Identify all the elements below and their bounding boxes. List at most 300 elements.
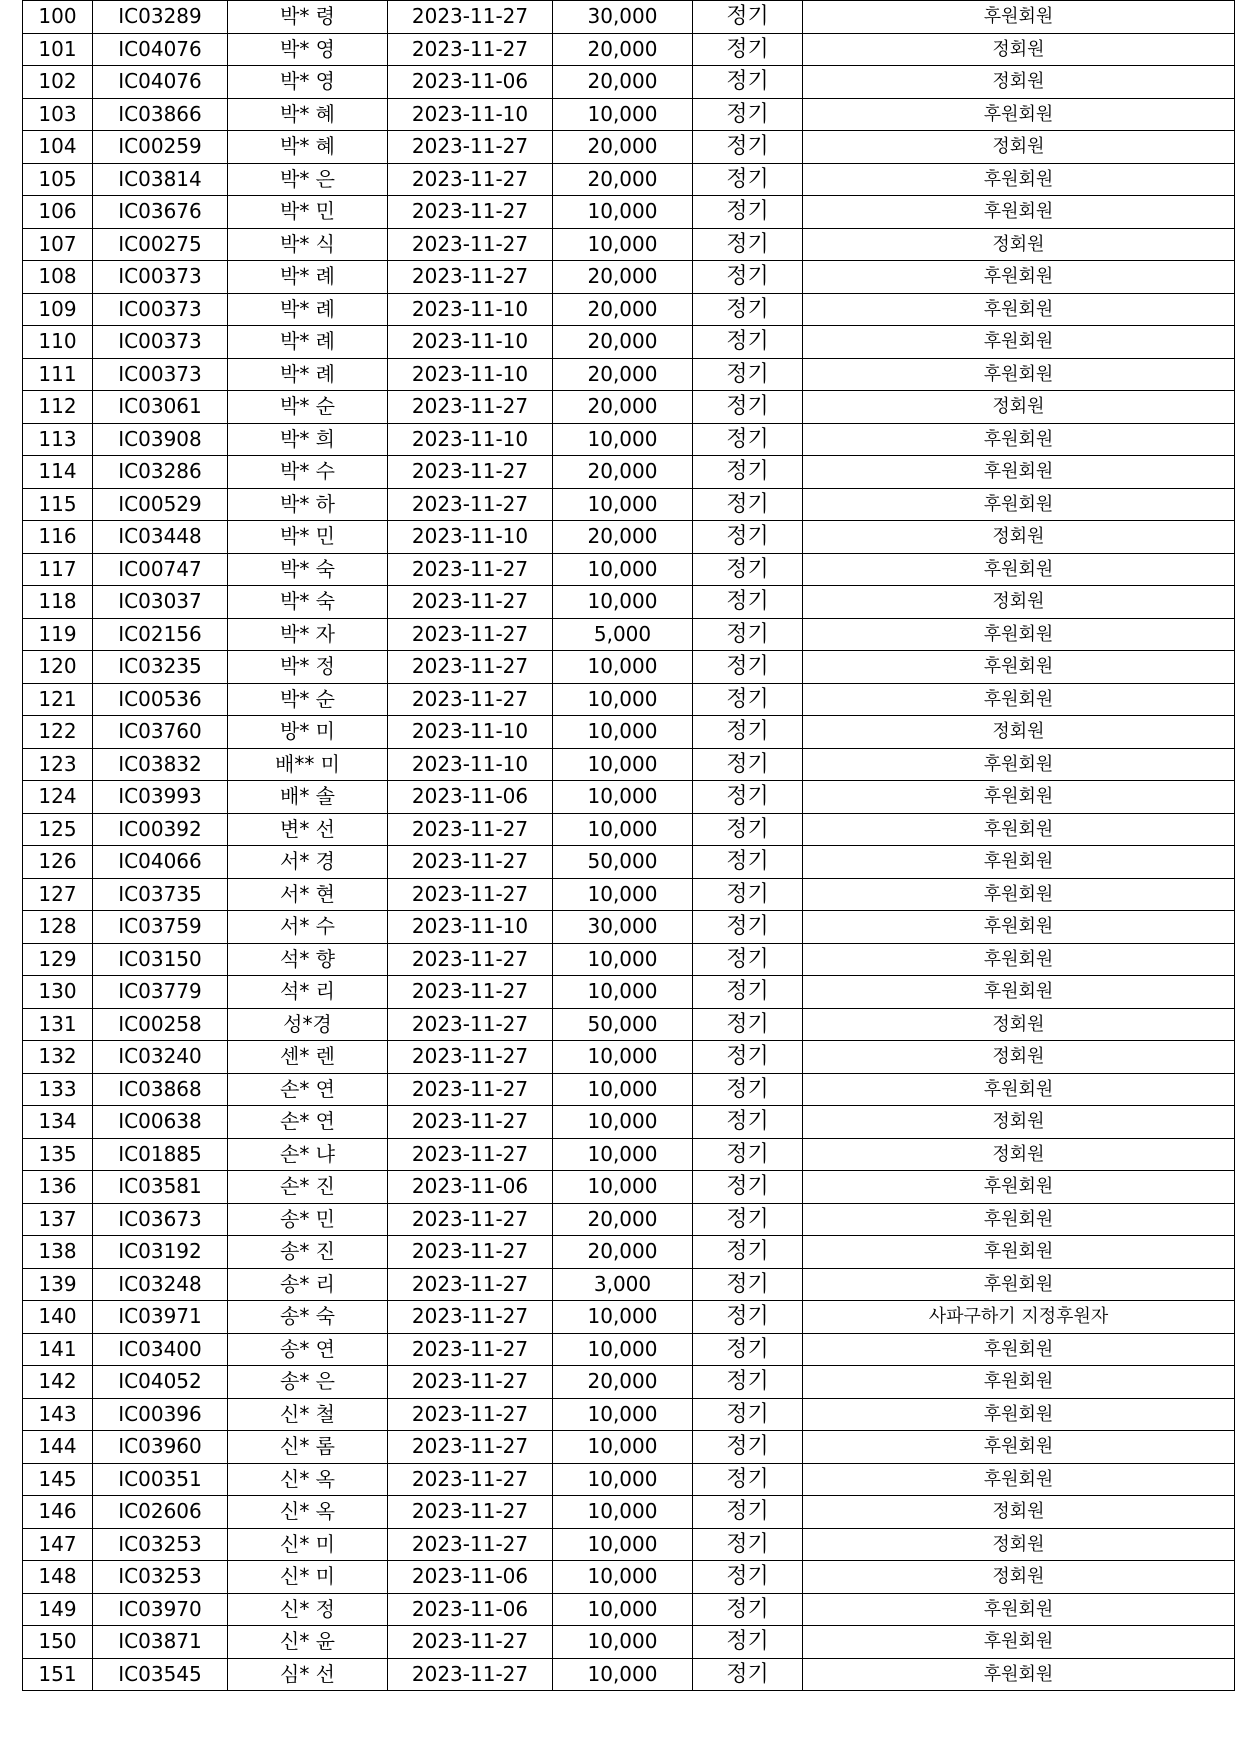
member-category-cell: 후원회원	[803, 553, 1235, 586]
member-id-cell: IC00638	[93, 1106, 228, 1139]
member-id-cell: IC00373	[93, 261, 228, 294]
table-row	[23, 1138, 1235, 1171]
donor-name-cell: 서* 경	[228, 846, 388, 879]
payment-date-cell: 2023-11-06	[388, 1593, 553, 1626]
donor-name-cell: 박* 숙	[228, 553, 388, 586]
payment-date-cell: 2023-11-27	[388, 1041, 553, 1074]
member-category-cell: 후원회원	[803, 358, 1235, 391]
row-number-cell: 136	[23, 1171, 93, 1204]
amount-cell: 10,000	[553, 553, 693, 586]
member-id-cell: IC03760	[93, 716, 228, 749]
donation-type-cell: 정기	[693, 748, 803, 781]
table-row	[23, 1041, 1235, 1074]
amount-cell: 20,000	[553, 1236, 693, 1269]
payment-date-cell: 2023-11-06	[388, 1561, 553, 1594]
donor-name-cell: 변* 선	[228, 813, 388, 846]
payment-date-cell: 2023-11-27	[388, 586, 553, 619]
table-row	[23, 326, 1235, 359]
member-id-cell: IC03908	[93, 423, 228, 456]
member-category-cell: 후원회원	[803, 293, 1235, 326]
row-number-cell: 145	[23, 1463, 93, 1496]
row-number-cell: 110	[23, 326, 93, 359]
amount-cell: 10,000	[553, 651, 693, 684]
member-id-cell: IC00392	[93, 813, 228, 846]
donation-type-cell: 정기	[693, 781, 803, 814]
payment-date-cell: 2023-11-27	[388, 1496, 553, 1529]
table-row	[23, 521, 1235, 554]
amount-cell: 10,000	[553, 586, 693, 619]
donation-type-cell: 정기	[693, 1, 803, 34]
member-category-cell: 정회원	[803, 1008, 1235, 1041]
donation-type-cell: 정기	[693, 423, 803, 456]
donation-type-cell: 정기	[693, 1171, 803, 1204]
donor-name-cell: 박* 수	[228, 456, 388, 489]
payment-date-cell: 2023-11-27	[388, 1366, 553, 1399]
row-number-cell: 141	[23, 1333, 93, 1366]
table-row	[23, 1008, 1235, 1041]
member-category-cell: 정회원	[803, 391, 1235, 424]
table-row	[23, 943, 1235, 976]
member-category-cell: 후원회원	[803, 196, 1235, 229]
row-number-cell: 149	[23, 1593, 93, 1626]
payment-date-cell: 2023-11-10	[388, 521, 553, 554]
member-category-cell: 후원회원	[803, 1626, 1235, 1659]
donor-name-cell: 박* 정	[228, 651, 388, 684]
row-number-cell: 144	[23, 1431, 93, 1464]
table-row	[23, 651, 1235, 684]
member-id-cell: IC00747	[93, 553, 228, 586]
member-id-cell: IC03779	[93, 976, 228, 1009]
payment-date-cell: 2023-11-06	[388, 66, 553, 99]
donor-name-cell: 신* 롬	[228, 1431, 388, 1464]
member-id-cell: IC03061	[93, 391, 228, 424]
amount-cell: 10,000	[553, 1106, 693, 1139]
donor-name-cell: 박* 령	[228, 1, 388, 34]
payment-date-cell: 2023-11-27	[388, 1658, 553, 1691]
row-number-cell: 130	[23, 976, 93, 1009]
row-number-cell: 133	[23, 1073, 93, 1106]
member-category-cell: 후원회원	[803, 1, 1235, 34]
member-category-cell: 후원회원	[803, 326, 1235, 359]
row-number-cell: 119	[23, 618, 93, 651]
member-category-cell: 후원회원	[803, 618, 1235, 651]
donation-type-cell: 정기	[693, 651, 803, 684]
payment-date-cell: 2023-11-10	[388, 293, 553, 326]
member-id-cell: IC04076	[93, 33, 228, 66]
donor-name-cell: 박* 례	[228, 326, 388, 359]
donor-name-cell: 박* 자	[228, 618, 388, 651]
donation-type-cell: 정기	[693, 293, 803, 326]
donor-name-cell: 센* 렌	[228, 1041, 388, 1074]
amount-cell: 10,000	[553, 423, 693, 456]
member-id-cell: IC00373	[93, 293, 228, 326]
amount-cell: 10,000	[553, 1528, 693, 1561]
member-category-cell: 후원회원	[803, 1333, 1235, 1366]
table-row	[23, 1463, 1235, 1496]
member-id-cell: IC03253	[93, 1561, 228, 1594]
donor-name-cell: 석* 리	[228, 976, 388, 1009]
amount-cell: 20,000	[553, 1203, 693, 1236]
row-number-cell: 115	[23, 488, 93, 521]
member-id-cell: IC03673	[93, 1203, 228, 1236]
amount-cell: 10,000	[553, 488, 693, 521]
member-id-cell: IC00351	[93, 1463, 228, 1496]
payment-date-cell: 2023-11-27	[388, 1463, 553, 1496]
row-number-cell: 134	[23, 1106, 93, 1139]
amount-cell: 10,000	[553, 943, 693, 976]
table-row	[23, 1268, 1235, 1301]
amount-cell: 30,000	[553, 911, 693, 944]
table-row	[23, 748, 1235, 781]
donor-name-cell: 신* 미	[228, 1561, 388, 1594]
row-number-cell: 109	[23, 293, 93, 326]
member-id-cell: IC03240	[93, 1041, 228, 1074]
table-row	[23, 813, 1235, 846]
payment-date-cell: 2023-11-27	[388, 1431, 553, 1464]
payment-date-cell: 2023-11-27	[388, 683, 553, 716]
member-category-cell: 후원회원	[803, 1398, 1235, 1431]
amount-cell: 10,000	[553, 748, 693, 781]
member-id-cell: IC03037	[93, 586, 228, 619]
donor-name-cell: 박* 영	[228, 66, 388, 99]
payment-date-cell: 2023-11-27	[388, 33, 553, 66]
payment-date-cell: 2023-11-10	[388, 911, 553, 944]
member-category-cell: 정회원	[803, 33, 1235, 66]
amount-cell: 10,000	[553, 683, 693, 716]
member-id-cell: IC03286	[93, 456, 228, 489]
amount-cell: 30,000	[553, 1, 693, 34]
row-number-cell: 117	[23, 553, 93, 586]
donor-name-cell: 박* 례	[228, 261, 388, 294]
amount-cell: 10,000	[553, 781, 693, 814]
amount-cell: 20,000	[553, 131, 693, 164]
member-category-cell: 정회원	[803, 228, 1235, 261]
donor-name-cell: 성*경	[228, 1008, 388, 1041]
member-category-cell: 후원회원	[803, 748, 1235, 781]
donation-type-cell: 정기	[693, 1626, 803, 1659]
donor-name-cell: 신* 옥	[228, 1496, 388, 1529]
member-id-cell: IC00536	[93, 683, 228, 716]
table-row	[23, 781, 1235, 814]
donation-type-cell: 정기	[693, 228, 803, 261]
table-row	[23, 1626, 1235, 1659]
payment-date-cell: 2023-11-27	[388, 1203, 553, 1236]
donor-name-cell: 송* 연	[228, 1333, 388, 1366]
donation-type-cell: 정기	[693, 976, 803, 1009]
table-row	[23, 358, 1235, 391]
payment-date-cell: 2023-11-27	[388, 878, 553, 911]
amount-cell: 10,000	[553, 196, 693, 229]
amount-cell: 10,000	[553, 1171, 693, 1204]
payment-date-cell: 2023-11-27	[388, 1236, 553, 1269]
member-id-cell: IC03248	[93, 1268, 228, 1301]
donation-type-cell: 정기	[693, 1008, 803, 1041]
member-category-cell: 후원회원	[803, 1463, 1235, 1496]
table-row	[23, 1106, 1235, 1139]
member-id-cell: IC02156	[93, 618, 228, 651]
table-row	[23, 586, 1235, 619]
member-id-cell: IC03235	[93, 651, 228, 684]
amount-cell: 20,000	[553, 358, 693, 391]
donation-type-cell: 정기	[693, 1528, 803, 1561]
member-category-cell: 후원회원	[803, 651, 1235, 684]
amount-cell: 10,000	[553, 1463, 693, 1496]
member-category-cell: 후원회원	[803, 1431, 1235, 1464]
donor-name-cell: 박* 순	[228, 683, 388, 716]
table-row	[23, 1431, 1235, 1464]
member-id-cell: IC00373	[93, 326, 228, 359]
donor-name-cell: 박* 은	[228, 163, 388, 196]
amount-cell: 50,000	[553, 846, 693, 879]
member-category-cell: 정회원	[803, 1561, 1235, 1594]
amount-cell: 10,000	[553, 1333, 693, 1366]
amount-cell: 10,000	[553, 878, 693, 911]
member-id-cell: IC03759	[93, 911, 228, 944]
member-category-cell: 후원회원	[803, 1203, 1235, 1236]
row-number-cell: 103	[23, 98, 93, 131]
row-number-cell: 122	[23, 716, 93, 749]
donation-type-cell: 정기	[693, 33, 803, 66]
donation-type-cell: 정기	[693, 618, 803, 651]
member-category-cell: 후원회원	[803, 456, 1235, 489]
row-number-cell: 139	[23, 1268, 93, 1301]
row-number-cell: 111	[23, 358, 93, 391]
payment-date-cell: 2023-11-06	[388, 1171, 553, 1204]
member-category-cell: 정회원	[803, 521, 1235, 554]
donor-name-cell: 신* 윤	[228, 1626, 388, 1659]
row-number-cell: 147	[23, 1528, 93, 1561]
payment-date-cell: 2023-11-27	[388, 1008, 553, 1041]
donor-name-cell: 배** 미	[228, 748, 388, 781]
payment-date-cell: 2023-11-27	[388, 1073, 553, 1106]
donor-name-cell: 박* 하	[228, 488, 388, 521]
member-id-cell: IC03289	[93, 1, 228, 34]
amount-cell: 10,000	[553, 1041, 693, 1074]
donor-name-cell: 손* 진	[228, 1171, 388, 1204]
table-row	[23, 131, 1235, 164]
member-category-cell: 후원회원	[803, 1268, 1235, 1301]
payment-date-cell: 2023-11-27	[388, 261, 553, 294]
donor-name-cell: 신* 옥	[228, 1463, 388, 1496]
table-row	[23, 618, 1235, 651]
payment-date-cell: 2023-11-27	[388, 1106, 553, 1139]
member-id-cell: IC03192	[93, 1236, 228, 1269]
donor-name-cell: 박* 혜	[228, 131, 388, 164]
donation-type-cell: 정기	[693, 878, 803, 911]
table-row	[23, 553, 1235, 586]
table-row	[23, 1366, 1235, 1399]
donation-type-cell: 정기	[693, 488, 803, 521]
row-number-cell: 128	[23, 911, 93, 944]
donation-type-cell: 정기	[693, 1366, 803, 1399]
row-number-cell: 126	[23, 846, 93, 879]
donation-type-cell: 정기	[693, 1593, 803, 1626]
table-row	[23, 911, 1235, 944]
member-id-cell: IC03960	[93, 1431, 228, 1464]
amount-cell: 20,000	[553, 391, 693, 424]
payment-date-cell: 2023-11-27	[388, 846, 553, 879]
donor-name-cell: 서* 현	[228, 878, 388, 911]
member-id-cell: IC04052	[93, 1366, 228, 1399]
table-row	[23, 1398, 1235, 1431]
member-category-cell: 후원회원	[803, 488, 1235, 521]
donor-name-cell: 신* 철	[228, 1398, 388, 1431]
member-category-cell: 후원회원	[803, 943, 1235, 976]
member-category-cell: 후원회원	[803, 261, 1235, 294]
amount-cell: 10,000	[553, 1073, 693, 1106]
amount-cell: 10,000	[553, 228, 693, 261]
payment-date-cell: 2023-11-10	[388, 98, 553, 131]
donor-name-cell: 손* 냐	[228, 1138, 388, 1171]
table-row	[23, 1203, 1235, 1236]
member-category-cell: 정회원	[803, 1496, 1235, 1529]
donation-type-cell: 정기	[693, 358, 803, 391]
donor-name-cell: 서* 수	[228, 911, 388, 944]
amount-cell: 10,000	[553, 1431, 693, 1464]
row-number-cell: 135	[23, 1138, 93, 1171]
donor-name-cell: 송* 숙	[228, 1301, 388, 1334]
row-number-cell: 132	[23, 1041, 93, 1074]
table-row	[23, 1236, 1235, 1269]
table-row	[23, 1561, 1235, 1594]
donation-type-cell: 정기	[693, 1561, 803, 1594]
member-category-cell: 정회원	[803, 66, 1235, 99]
payment-date-cell: 2023-11-27	[388, 618, 553, 651]
row-number-cell: 143	[23, 1398, 93, 1431]
row-number-cell: 106	[23, 196, 93, 229]
amount-cell: 10,000	[553, 1658, 693, 1691]
payment-date-cell: 2023-11-27	[388, 1528, 553, 1561]
member-id-cell: IC03868	[93, 1073, 228, 1106]
payment-date-cell: 2023-11-27	[388, 456, 553, 489]
member-id-cell: IC03971	[93, 1301, 228, 1334]
amount-cell: 20,000	[553, 456, 693, 489]
payment-date-cell: 2023-11-27	[388, 1138, 553, 1171]
donor-name-cell: 박* 순	[228, 391, 388, 424]
donation-type-cell: 정기	[693, 131, 803, 164]
table-row	[23, 1073, 1235, 1106]
member-id-cell: IC00259	[93, 131, 228, 164]
member-id-cell: IC03970	[93, 1593, 228, 1626]
member-id-cell: IC00275	[93, 228, 228, 261]
member-id-cell: IC00529	[93, 488, 228, 521]
table-row	[23, 976, 1235, 1009]
table-row	[23, 683, 1235, 716]
amount-cell: 20,000	[553, 293, 693, 326]
row-number-cell: 131	[23, 1008, 93, 1041]
member-category-cell: 후원회원	[803, 846, 1235, 879]
donation-type-cell: 정기	[693, 163, 803, 196]
amount-cell: 50,000	[553, 1008, 693, 1041]
member-id-cell: IC03581	[93, 1171, 228, 1204]
payment-date-cell: 2023-11-27	[388, 976, 553, 1009]
payment-date-cell: 2023-11-27	[388, 391, 553, 424]
amount-cell: 20,000	[553, 521, 693, 554]
amount-cell: 20,000	[553, 163, 693, 196]
member-id-cell: IC03676	[93, 196, 228, 229]
member-id-cell: IC03545	[93, 1658, 228, 1691]
member-category-cell: 정회원	[803, 716, 1235, 749]
donor-name-cell: 송* 은	[228, 1366, 388, 1399]
donation-type-cell: 정기	[693, 456, 803, 489]
member-category-cell: 후원회원	[803, 1593, 1235, 1626]
amount-cell: 20,000	[553, 1366, 693, 1399]
payment-date-cell: 2023-11-27	[388, 1268, 553, 1301]
donation-type-cell: 정기	[693, 326, 803, 359]
donation-type-cell: 정기	[693, 1398, 803, 1431]
member-id-cell: IC03150	[93, 943, 228, 976]
member-category-cell: 정회원	[803, 131, 1235, 164]
row-number-cell: 108	[23, 261, 93, 294]
row-number-cell: 121	[23, 683, 93, 716]
row-number-cell: 104	[23, 131, 93, 164]
row-number-cell: 112	[23, 391, 93, 424]
amount-cell: 10,000	[553, 976, 693, 1009]
donation-type-cell: 정기	[693, 1073, 803, 1106]
member-id-cell: IC02606	[93, 1496, 228, 1529]
donor-name-cell: 박* 숙	[228, 586, 388, 619]
member-category-cell: 후원회원	[803, 1171, 1235, 1204]
table-row	[23, 1658, 1235, 1691]
member-id-cell: IC04076	[93, 66, 228, 99]
member-id-cell: IC00396	[93, 1398, 228, 1431]
amount-cell: 10,000	[553, 1398, 693, 1431]
donation-type-cell: 정기	[693, 1268, 803, 1301]
row-number-cell: 107	[23, 228, 93, 261]
amount-cell: 10,000	[553, 98, 693, 131]
table-row	[23, 293, 1235, 326]
member-category-cell: 정회원	[803, 1106, 1235, 1139]
table-row	[23, 456, 1235, 489]
donor-name-cell: 신* 미	[228, 1528, 388, 1561]
payment-date-cell: 2023-11-27	[388, 228, 553, 261]
member-id-cell: IC03993	[93, 781, 228, 814]
table-row	[23, 1528, 1235, 1561]
donor-name-cell: 손* 연	[228, 1073, 388, 1106]
row-number-cell: 118	[23, 586, 93, 619]
table-row	[23, 261, 1235, 294]
donor-name-cell: 송* 진	[228, 1236, 388, 1269]
amount-cell: 3,000	[553, 1268, 693, 1301]
payment-date-cell: 2023-11-27	[388, 1626, 553, 1659]
donation-type-cell: 정기	[693, 1658, 803, 1691]
row-number-cell: 127	[23, 878, 93, 911]
donation-type-cell: 정기	[693, 1236, 803, 1269]
table-row	[23, 1496, 1235, 1529]
donation-type-cell: 정기	[693, 521, 803, 554]
donation-type-cell: 정기	[693, 716, 803, 749]
member-id-cell: IC03866	[93, 98, 228, 131]
donor-name-cell: 박* 민	[228, 521, 388, 554]
row-number-cell: 105	[23, 163, 93, 196]
donation-type-cell: 정기	[693, 1301, 803, 1334]
amount-cell: 10,000	[553, 1138, 693, 1171]
row-number-cell: 137	[23, 1203, 93, 1236]
member-category-cell: 후원회원	[803, 781, 1235, 814]
table-row	[23, 1, 1235, 34]
member-category-cell: 정회원	[803, 1528, 1235, 1561]
member-category-cell: 후원회원	[803, 1236, 1235, 1269]
donor-name-cell: 박* 희	[228, 423, 388, 456]
donor-name-cell: 배* 솔	[228, 781, 388, 814]
row-number-cell: 138	[23, 1236, 93, 1269]
row-number-cell: 150	[23, 1626, 93, 1659]
table-row	[23, 1301, 1235, 1334]
donation-type-cell: 정기	[693, 1138, 803, 1171]
member-category-cell: 사파구하기 지정후원자	[803, 1301, 1235, 1334]
donation-type-cell: 정기	[693, 813, 803, 846]
member-category-cell: 후원회원	[803, 163, 1235, 196]
